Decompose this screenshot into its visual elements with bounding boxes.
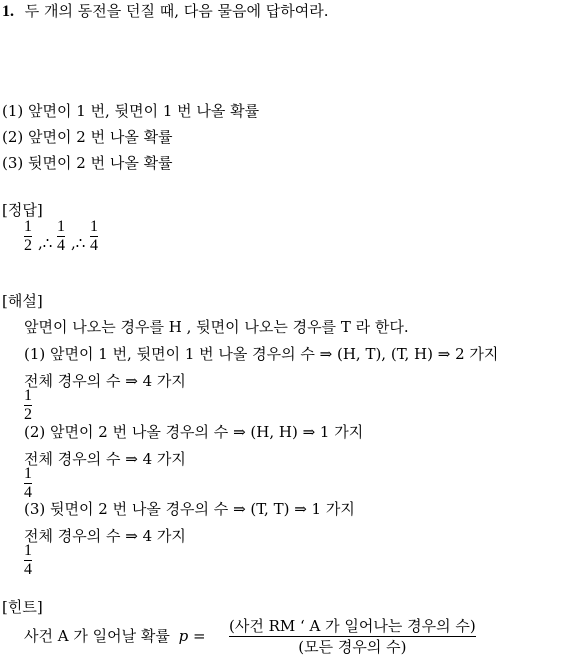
solution-total-1: 전체 경우의 수 ⇒ 4 가지 — [24, 372, 186, 390]
solution-case-2: (2) 앞면이 2 번 나올 경우의 수 ⇒ (H, H) ⇒ 1 가지 — [24, 423, 364, 441]
problem-number: 1. — [2, 3, 14, 20]
solution-result-2: 1 4 — [24, 465, 32, 501]
answer-fraction-2: 1 4 — [57, 218, 65, 254]
hint-denominator: (모든 경우의 수) — [298, 638, 407, 656]
answer-header: [정답] — [2, 201, 43, 219]
solution-result-1: 1 2 — [24, 387, 32, 423]
solution-total-2: 전체 경우의 수 ⇒ 4 가지 — [24, 450, 186, 468]
hint-variable: p = — [178, 627, 206, 645]
answer-fraction-3: 1 4 — [90, 218, 98, 254]
solution-case-3: (3) 뒷면이 2 번 나올 경우의 수 ⇒ (T, T) ⇒ 1 가지 — [24, 500, 355, 518]
answer-separator-2: ,∴ — [71, 234, 86, 252]
answer-fraction-1: 1 2 — [24, 218, 32, 254]
solution-result-3: 1 4 — [24, 542, 32, 578]
hint-header: [힌트] — [2, 598, 43, 616]
problem-item-1: (1) 앞면이 1 번, 뒷면이 1 번 나올 확률 — [2, 102, 260, 120]
problem-line — [2, 2, 329, 21]
solution-total-3: 전체 경우의 수 ⇒ 4 가지 — [24, 527, 186, 545]
problem-item-2: (2) 앞면이 2 번 나올 확률 — [2, 128, 173, 146]
problem-question: 두 개의 동전을 던질 때, 다음 물음에 답하여라. — [24, 2, 329, 20]
hint-formula-fraction — [229, 617, 476, 656]
hint-numerator: (사건 RM ‘ A 가 일어나는 경우의 수) — [229, 617, 476, 635]
problem-item-3: (3) 뒷면이 2 번 나올 확률 — [2, 154, 173, 172]
solution-intro: 앞면이 나오는 경우를 H , 뒷면이 나오는 경우를 T 라 한다. — [24, 318, 409, 336]
hint-text: 사건 A 가 일어날 확률 — [24, 627, 170, 645]
hint-text-line — [24, 627, 206, 645]
solution-case-1: (1) 앞면이 1 번, 뒷면이 1 번 나올 경우의 수 ⇒ (H, T), (T, H) ⇒ 2 가지 — [24, 345, 499, 363]
solution-header: [해설] — [2, 292, 43, 310]
answer-separator-1: ,∴ — [38, 234, 53, 252]
